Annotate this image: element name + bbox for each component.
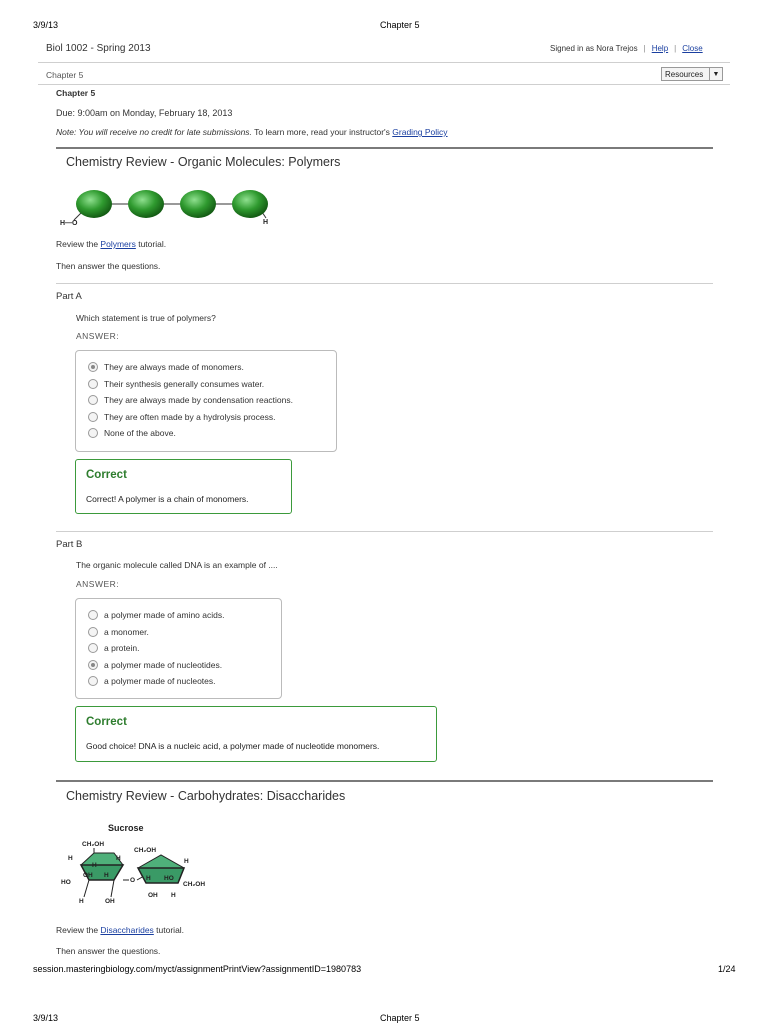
grading-policy-link[interactable]: Grading Policy — [392, 127, 448, 137]
due-date: Due: 9:00am on Monday, February 18, 2013 — [56, 108, 233, 118]
glucose-h: H — [92, 862, 97, 869]
part-divider — [56, 283, 713, 284]
polymers-tutorial-link[interactable]: Polymers — [100, 239, 136, 249]
part-b-option-0[interactable] — [88, 610, 224, 620]
part-b-label: Part B — [56, 539, 83, 550]
part-a-answer-box — [75, 350, 337, 452]
disaccharides-tutorial-link[interactable]: Disaccharides — [100, 925, 154, 935]
polymer-diagram — [56, 185, 276, 230]
part-b-option-3[interactable] — [88, 660, 222, 670]
late-note-rest: To learn more, read your instructor's — [251, 127, 393, 137]
sucrose-diagram — [56, 820, 226, 910]
late-note-text: Note: You will receive no credit for late submissions. — [56, 127, 252, 137]
part-b-question: The organic molecule called DNA is an example of .... — [76, 560, 278, 570]
part-b-option-4[interactable] — [88, 676, 216, 686]
nav-separator: | — [643, 44, 646, 53]
diagram-right-label: H — [263, 219, 269, 226]
review-post: tutorial. — [153, 925, 185, 935]
part-b-option-label: a protein. — [104, 643, 140, 654]
part-b-option-label: a polymer made of nucleotides. — [104, 659, 223, 670]
fructose-ch2oh-top: CH₂OH — [134, 847, 157, 854]
signed-in-text: Signed in as Nora Trejos — [550, 44, 638, 53]
glucose-h: H — [116, 855, 121, 862]
print-date: 3/9/13 — [33, 20, 59, 30]
part-b-answer-label: ANSWER: — [76, 579, 120, 589]
part-b-option-label: a polymer made of nucleotes. — [104, 676, 216, 687]
part-a-question: Which statement is true of polymers? — [76, 313, 216, 323]
fructose-oh: OH — [148, 892, 158, 899]
resources-label: Resources — [665, 69, 704, 79]
radio-button[interactable] — [88, 660, 98, 670]
review-pre: Review the — [56, 925, 101, 935]
part-a-feedback-title: Correct — [86, 469, 127, 481]
section-divider — [56, 147, 713, 149]
part-b-feedback-title: Correct — [86, 716, 127, 728]
course-title: Biol 1002 - Spring 2013 — [46, 43, 151, 54]
radio-button[interactable] — [88, 676, 98, 686]
part-b-answer-box — [75, 598, 282, 699]
part-b-feedback-msg: Good choice! DNA is a nucleic acid, a polymer made of nucleotide monomers. — [86, 741, 380, 751]
section-divider — [56, 780, 713, 782]
part-a-label: Part A — [56, 291, 82, 302]
glucose-ho: HO — [61, 879, 71, 886]
radio-button[interactable] — [88, 412, 98, 422]
fructose-ho: HO — [164, 875, 174, 882]
print-url: session.masteringbiology.com/myct/assignmentPrintView?assignmentID=1980783 — [33, 964, 362, 974]
glucose-h: H — [68, 855, 73, 862]
review-disaccharides — [56, 925, 184, 935]
part-b-option-1[interactable] — [88, 627, 149, 637]
header-divider — [38, 62, 730, 63]
part-a-feedback-msg: Correct! A polymer is a chain of monomers. — [86, 494, 249, 504]
part-a-option-3[interactable] — [88, 412, 276, 422]
assignment-title: Chapter 5 — [56, 88, 96, 98]
glucose-h: H — [104, 872, 109, 879]
fructose-h: H — [184, 858, 189, 865]
resources-dropdown[interactable] — [661, 67, 723, 81]
section-title-disaccharides: Chemistry Review - Carbohydrates: Disaccharides — [66, 789, 346, 803]
nav-separator: | — [674, 44, 677, 53]
part-a-option-0[interactable] — [88, 362, 244, 372]
part-divider — [56, 531, 713, 532]
section-title-polymers: Chemistry Review - Organic Molecules: Polymers — [66, 155, 341, 169]
print-page-number: 1/24 — [718, 964, 736, 974]
review-pre: Review the — [56, 239, 101, 249]
glycosidic-o: O — [130, 877, 136, 884]
glucose-oh: OH — [105, 898, 115, 905]
radio-button[interactable] — [88, 428, 98, 438]
user-nav — [550, 44, 703, 53]
next-print-date: 3/9/13 — [33, 1013, 59, 1023]
part-b-feedback — [75, 706, 437, 762]
glucose-h: H — [79, 898, 84, 905]
part-a-option-label: They are always made of monomers. — [104, 362, 244, 372]
next-print-title: Chapter 5 — [380, 1013, 420, 1023]
chevron-down-icon: ▼ — [709, 68, 722, 80]
close-link[interactable]: Close — [682, 44, 703, 53]
radio-button[interactable] — [88, 362, 98, 372]
review-post: tutorial. — [135, 239, 167, 249]
part-b-option-label: a monomer. — [104, 626, 149, 637]
radio-button[interactable] — [88, 643, 98, 653]
part-a-option-4[interactable] — [88, 428, 176, 438]
part-b-option-label: a polymer made of amino acids. — [104, 610, 225, 620]
part-a-option-label: Their synthesis generally consumes water. — [104, 378, 265, 389]
glucose-oh: OH — [83, 872, 93, 879]
part-a-option-label: None of the above. — [104, 428, 176, 439]
help-link[interactable]: Help — [651, 44, 669, 53]
diagram-left-label: H—O — [60, 220, 78, 227]
radio-button[interactable] — [88, 610, 98, 620]
part-a-option-label: They are always made by condensation reactions. — [104, 395, 293, 406]
glucose-ch2oh: CH₂OH — [82, 841, 105, 848]
radio-button[interactable] — [88, 379, 98, 389]
part-a-option-1[interactable] — [88, 379, 264, 389]
fructose-h: H — [146, 875, 151, 882]
late-note — [56, 127, 448, 137]
part-a-feedback — [75, 459, 292, 514]
breadcrumb: Chapter 5 — [46, 70, 84, 80]
then-answer: Then answer the questions. — [56, 261, 161, 271]
fructose-ch2oh-right: CH₂OH — [183, 881, 206, 888]
part-a-option-2[interactable] — [88, 395, 293, 405]
fructose-h: H — [171, 892, 176, 899]
breadcrumb-divider — [38, 84, 730, 85]
part-b-option-2[interactable] — [88, 643, 139, 653]
radio-button[interactable] — [88, 395, 98, 405]
part-a-option-label: They are often made by a hydrolysis process. — [104, 411, 276, 422]
review-polymers — [56, 239, 166, 249]
print-title: Chapter 5 — [380, 20, 420, 30]
part-a-answer-label: ANSWER: — [76, 331, 120, 341]
then-answer-2: Then answer the questions. — [56, 946, 161, 956]
sucrose-title: Sucrose — [108, 823, 144, 833]
radio-button[interactable] — [88, 627, 98, 637]
